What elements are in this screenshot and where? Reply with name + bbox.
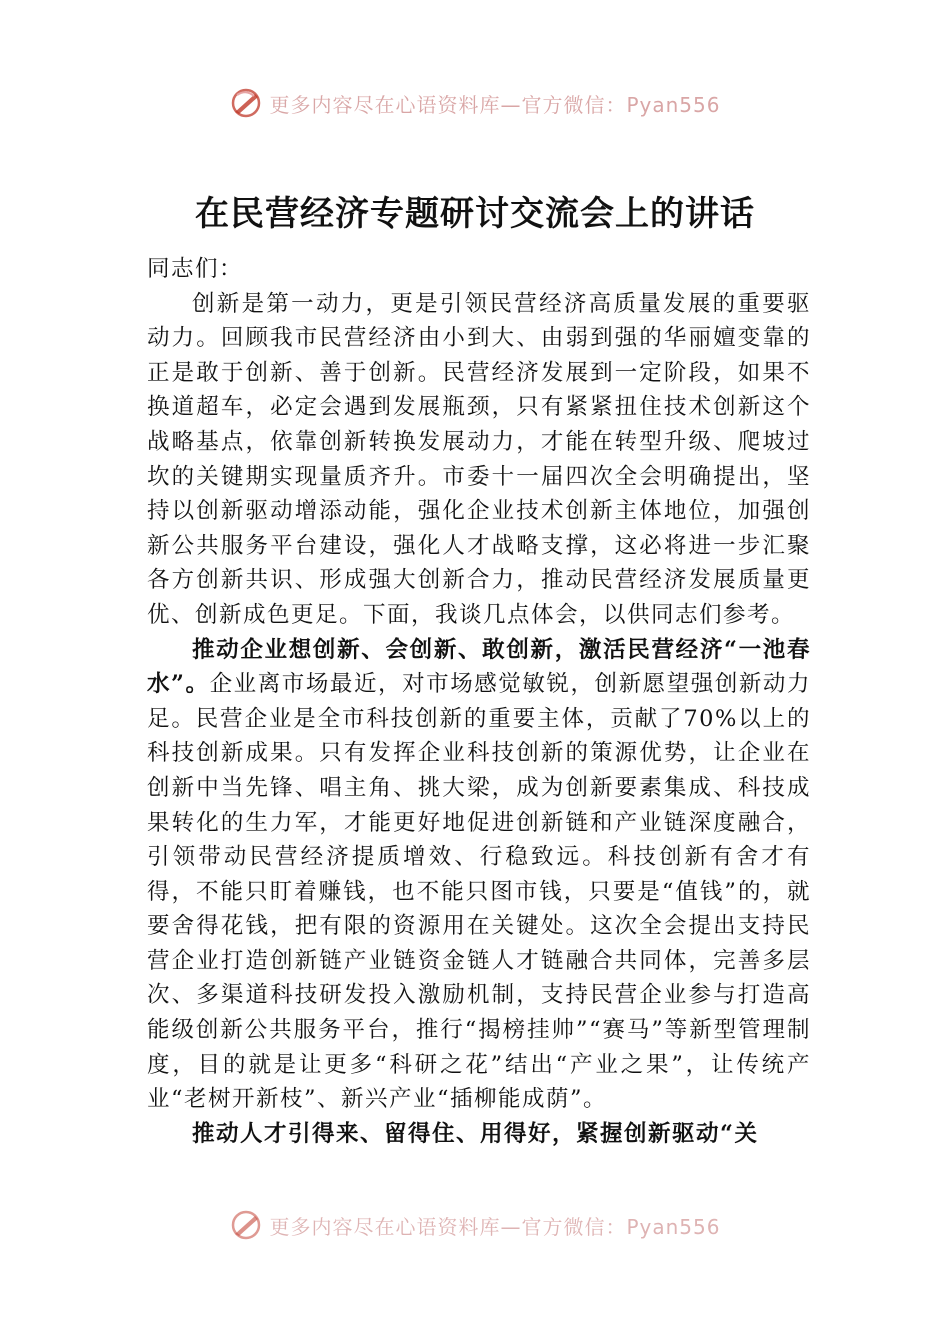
paragraph-2-heading: 推动企业想创新、会创新、敢创新，激活民营经济“一池春水”。 bbox=[147, 636, 811, 698]
footer-watermark bbox=[0, 1205, 950, 1245]
pen-ribbon-logo-icon bbox=[229, 86, 263, 120]
paragraph-3 bbox=[147, 1117, 811, 1152]
header-watermark bbox=[0, 83, 950, 123]
document-title: 在民营经济专题研讨交流会上的讲话 bbox=[195, 194, 755, 234]
document-body bbox=[147, 252, 811, 1151]
paragraph-2 bbox=[147, 633, 811, 1117]
watermark-text: 更多内容尽在心语资料库—官方微信：Pyan556 bbox=[269, 1214, 721, 1239]
paragraph-1 bbox=[147, 287, 811, 633]
paragraph-1-text: 创新是第一动力，更是引领民营经济高质量发展的重要驱动力。回顾我市民营经济由小到大、由弱到强的华丽嬗变靠的正是敢于创新、善于创新。民营经济发展到一定阶段，如果不换道超车，必定会遇到发展瓶颈，只有紧紧扭住技术创新这个战略基点，依靠创新转换发展动力，才能在转型升级、爬坡过坎的关键期实现量质齐升。市委十一届四次全会明确提出，坚持以创新驱动增添动能，强化企业技术创新主体地位，加强创新公共服务平台建设，强化人才战略支撑，这必将进一步汇聚各方创新共识、形成强大创新合力，推动民营经济发展质量更优、创新成色更足。下面，我谈几点体会，以供同志们参考。 bbox=[147, 290, 811, 628]
paragraph-3-heading: 推动人才引得来、留得住、用得好，紧握创新驱动“关 bbox=[192, 1120, 759, 1147]
paragraph-2-text: 企业离市场最近，对市场感觉敏锐，创新愿望强创新动力足。民营企业是全市科技创新的重要主体，贡献了70%以上的科技创新成果。只有发挥企业科技创新的策源优势，让企业在创新中当先锋、唱主角、挑大梁，成为创新要素集成、科技成果转化的生力军，才能更好地促进创新链和产业链深度融合，引领带动民营经济提质增效、行稳致远。科技创新有舍才有得，不能只盯着赚钱，也不能只图市钱，只要是“值钱”的，就要舍得花钱，把有限的资源用在关键处。这次全会提出支持民营企业打造创新链产业链资金链人才链融合共同体，完善多层次、多渠道科技研发投入激励机制，支持民营企业参与打造高能级创新公共服务平台，推行“揭榜挂帅”“赛马”等新型管理制度，目的就是让更多“科研之花”结出“产业之果”，让传统产业“老树开新枝”、新兴产业“插柳能成荫”。 bbox=[147, 671, 811, 1113]
salutation: 同志们： bbox=[147, 256, 244, 282]
watermark-text: 更多内容尽在心语资料库—官方微信：Pyan556 bbox=[269, 92, 721, 117]
pen-ribbon-logo-icon bbox=[229, 1208, 263, 1242]
